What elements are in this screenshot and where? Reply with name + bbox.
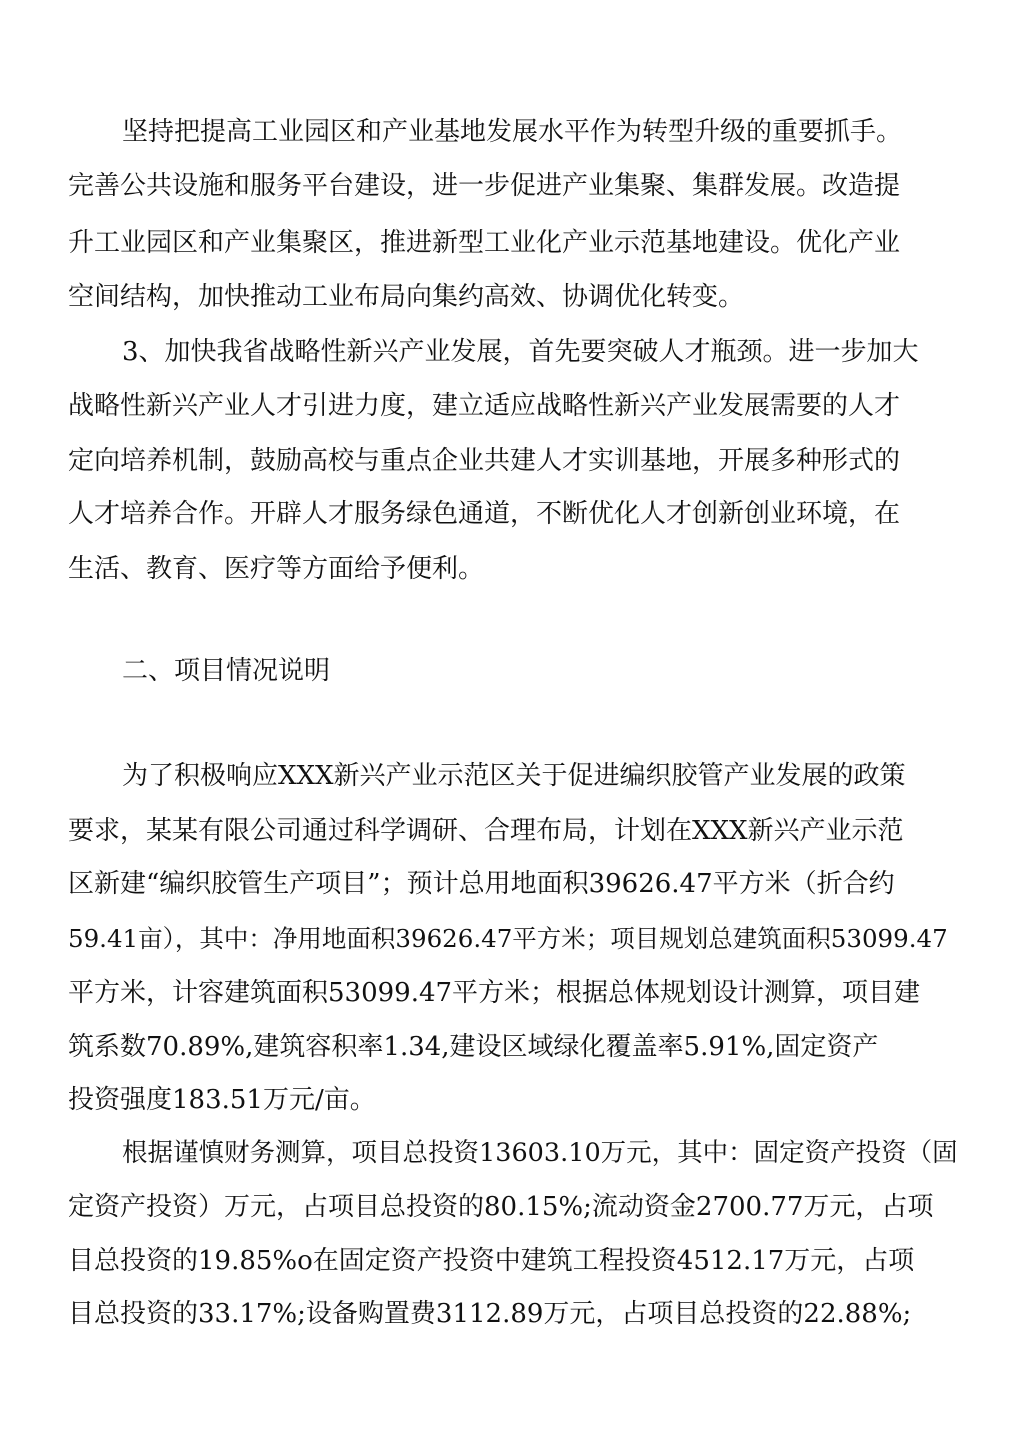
paragraph-line: 根据谨慎财务测算，项目总投资13603.10万元，其中：固定资产投资（固 (122, 1138, 958, 1168)
paragraph-line: 坚持把提高工业园区和产业基地发展水平作为转型升级的重要抓手。 (122, 117, 903, 147)
paragraph-line: 人才培养合作。开辟人才服务绿色通道，不断优化人才创新创业环境，在 (68, 499, 901, 529)
paragraph-line: 为了积极响应XXX新兴产业示范区关于促进编织胶管产业发展的政策 (122, 761, 906, 791)
paragraph-line: 定资产投资）万元，占项目总投资的80.15%;流动资金2700.77万元，占项 (68, 1192, 934, 1222)
paragraph-line: 要求，某某有限公司通过科学调研、合理布局，计划在XXX新兴产业示范 (68, 816, 904, 846)
paragraph-line: 升工业园区和产业集聚区，推进新型工业化产业示范基地建设。优化产业 (68, 228, 901, 258)
paragraph-line: 59.41亩），其中：净用地面积39626.47平方米；项目规划总建筑面积53099.47 (68, 924, 948, 953)
paragraph-line: 目总投资的19.85%o在固定资产投资中建筑工程投资4512.17万元，占项 (68, 1246, 915, 1276)
paragraph-line: 3、加快我省战略性新兴产业发展，首先要突破人才瓶颈。进一步加大 (122, 337, 919, 367)
paragraph-line: 完善公共设施和服务平台建设，进一步促进产业集聚、集群发展。改造提 (68, 171, 901, 201)
paragraph-line: 生活、教育、医疗等方面给予便利。 (68, 554, 485, 584)
paragraph-line: 空间结构，加快推动工业布局向集约高效、协调优化转变。 (68, 282, 745, 312)
paragraph-line: 目总投资的33.17%;设备购置费3112.89万元，占项目总投资的22.88%; (68, 1299, 912, 1329)
paragraph-line: 战略性新兴产业人才引进力度，建立适应战略性新兴产业发展需要的人才 (68, 391, 901, 421)
section-heading: 二、项目情况说明 (122, 656, 331, 686)
paragraph-line: 投资强度183.51万元/亩。 (68, 1085, 376, 1115)
paragraph-line: 定向培养机制，鼓励高校与重点企业共建人才实训基地，开展多种形式的 (68, 446, 901, 476)
paragraph-line: 区新建“编织胶管生产项目”；预计总用地面积39626.47平方米（折合约 (68, 869, 895, 899)
paragraph-line: 筑系数70.89%,建筑容积率1.34,建设区域绿化覆盖率5.91%,固定资产 (68, 1032, 879, 1062)
paragraph-line: 平方米，计容建筑面积53099.47平方米；根据总体规划设计测算，项目建 (68, 978, 921, 1008)
